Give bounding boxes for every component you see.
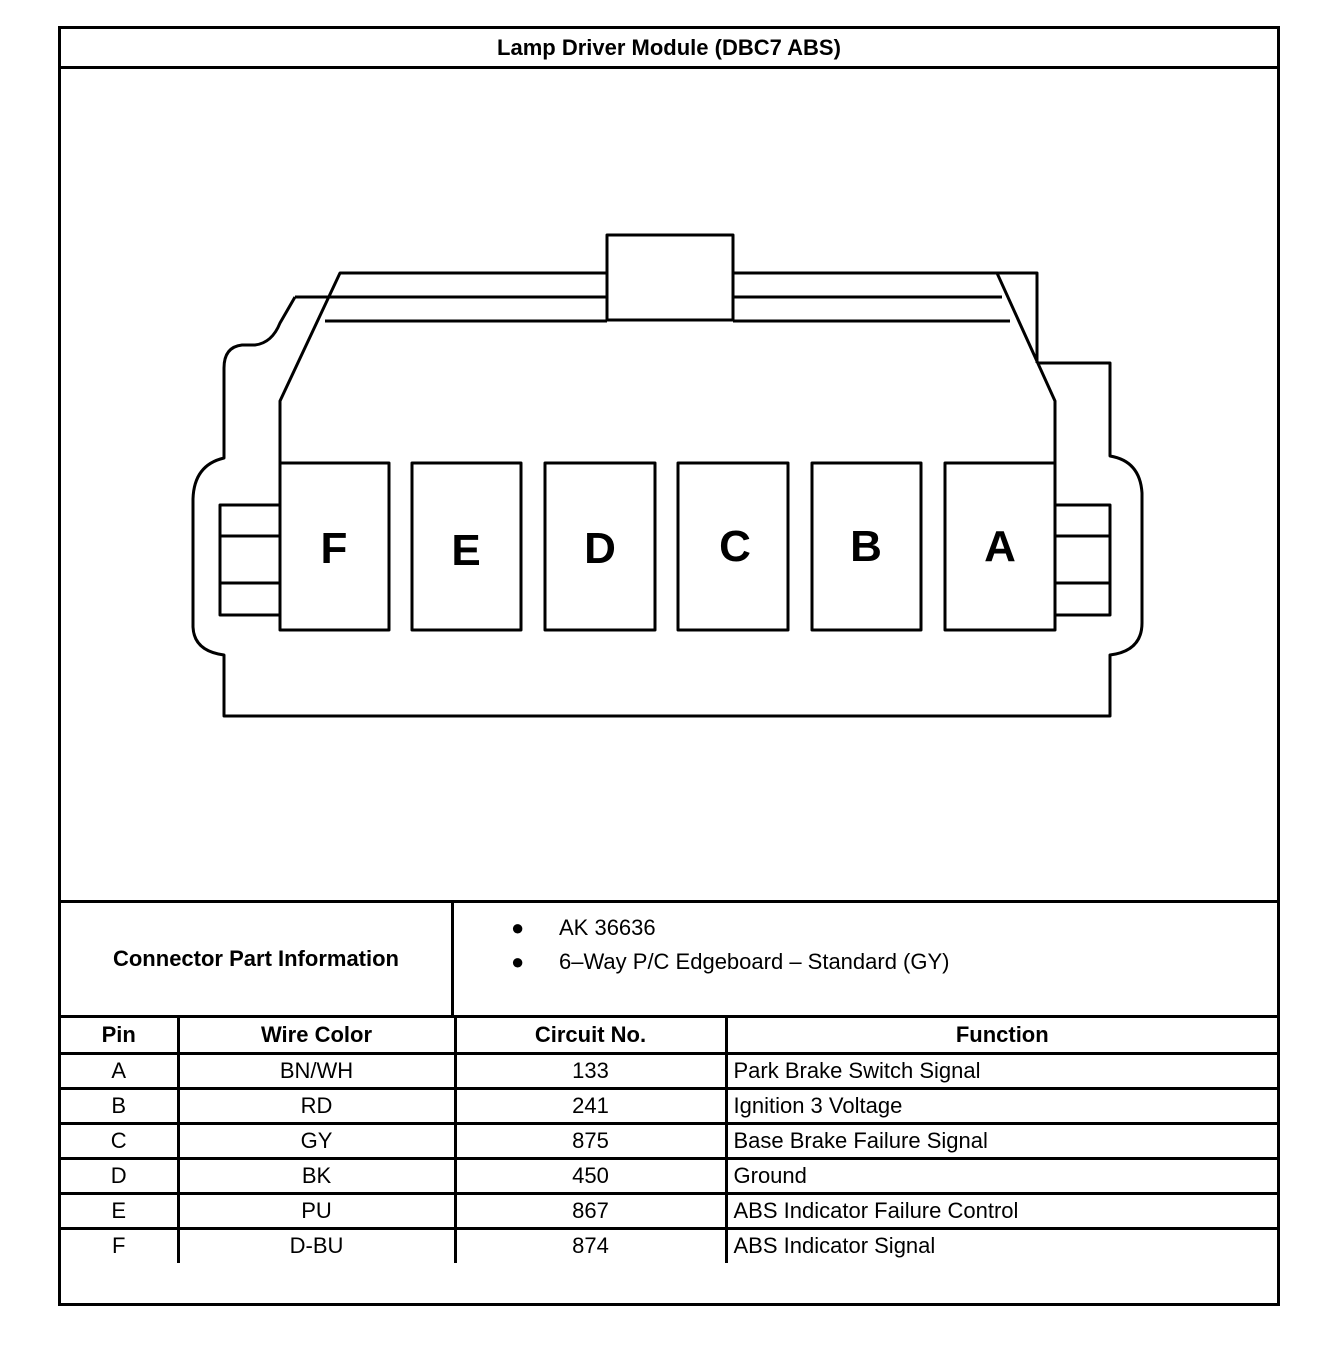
circuit-cell: 875 xyxy=(455,1123,726,1158)
cavity-label-b: B xyxy=(850,522,882,571)
pin-cell: E xyxy=(61,1193,178,1228)
wire-color-cell: GY xyxy=(178,1123,455,1158)
header-function: Function xyxy=(726,1018,1277,1053)
part-info-item xyxy=(455,945,950,979)
function-cell: ABS Indicator Failure Control xyxy=(726,1193,1277,1228)
part-info-text: 6–Way P/C Edgeboard – Standard (GY) xyxy=(559,949,950,974)
right-side-tab xyxy=(1055,505,1110,615)
connector-sheet xyxy=(58,26,1280,1306)
pin-cell: D xyxy=(61,1158,178,1193)
page-title: Lamp Driver Module (DBC7 ABS) xyxy=(61,29,1277,69)
wire-color-cell: BK xyxy=(178,1158,455,1193)
wire-color-cell: PU xyxy=(178,1193,455,1228)
table-header-row xyxy=(61,1018,1277,1053)
table-row xyxy=(61,1123,1277,1158)
connector-top-rail xyxy=(280,273,607,463)
cavity-label-a: A xyxy=(984,522,1016,571)
bullet-icon: ● xyxy=(511,949,525,974)
function-cell: Ignition 3 Voltage xyxy=(726,1088,1277,1123)
header-pin: Pin xyxy=(61,1018,178,1053)
pin-table xyxy=(61,1018,1277,1263)
wire-color-cell: RD xyxy=(178,1088,455,1123)
table-row xyxy=(61,1193,1277,1228)
pin-cell: B xyxy=(61,1088,178,1123)
cavity-label-c: C xyxy=(719,522,751,571)
circuit-cell: 241 xyxy=(455,1088,726,1123)
pin-cell: C xyxy=(61,1123,178,1158)
part-info-label: Connector Part Information xyxy=(61,903,454,1015)
table-row xyxy=(61,1088,1277,1123)
circuit-cell: 133 xyxy=(455,1053,726,1088)
table-row xyxy=(61,1158,1277,1193)
function-cell: Ground xyxy=(726,1158,1277,1193)
circuit-cell: 874 xyxy=(455,1228,726,1263)
part-info-item xyxy=(455,911,950,945)
wire-color-cell: D-BU xyxy=(178,1228,455,1263)
connector-housing xyxy=(193,297,1142,716)
cavity-label-e: E xyxy=(451,526,481,575)
table-row xyxy=(61,1053,1277,1088)
function-cell: ABS Indicator Signal xyxy=(726,1228,1277,1263)
table-row xyxy=(61,1228,1277,1263)
cavity-label-f: F xyxy=(320,524,348,573)
function-cell: Park Brake Switch Signal xyxy=(726,1053,1277,1088)
part-info-row xyxy=(61,900,1277,1018)
circuit-cell: 450 xyxy=(455,1158,726,1193)
pin-cell: F xyxy=(61,1228,178,1263)
circuit-cell: 867 xyxy=(455,1193,726,1228)
bullet-icon: ● xyxy=(511,915,525,940)
function-cell: Base Brake Failure Signal xyxy=(726,1123,1277,1158)
pin-cell: A xyxy=(61,1053,178,1088)
part-info-list xyxy=(455,911,950,979)
left-side-tab xyxy=(220,505,280,615)
wire-color-cell: BN/WH xyxy=(178,1053,455,1088)
connector-diagram xyxy=(61,69,1277,903)
part-info-text: AK 36636 xyxy=(559,915,656,940)
cavity-label-d: D xyxy=(584,524,616,573)
connector-latch xyxy=(607,235,733,320)
header-circuit: Circuit No. xyxy=(455,1018,726,1053)
header-wire-color: Wire Color xyxy=(178,1018,455,1053)
